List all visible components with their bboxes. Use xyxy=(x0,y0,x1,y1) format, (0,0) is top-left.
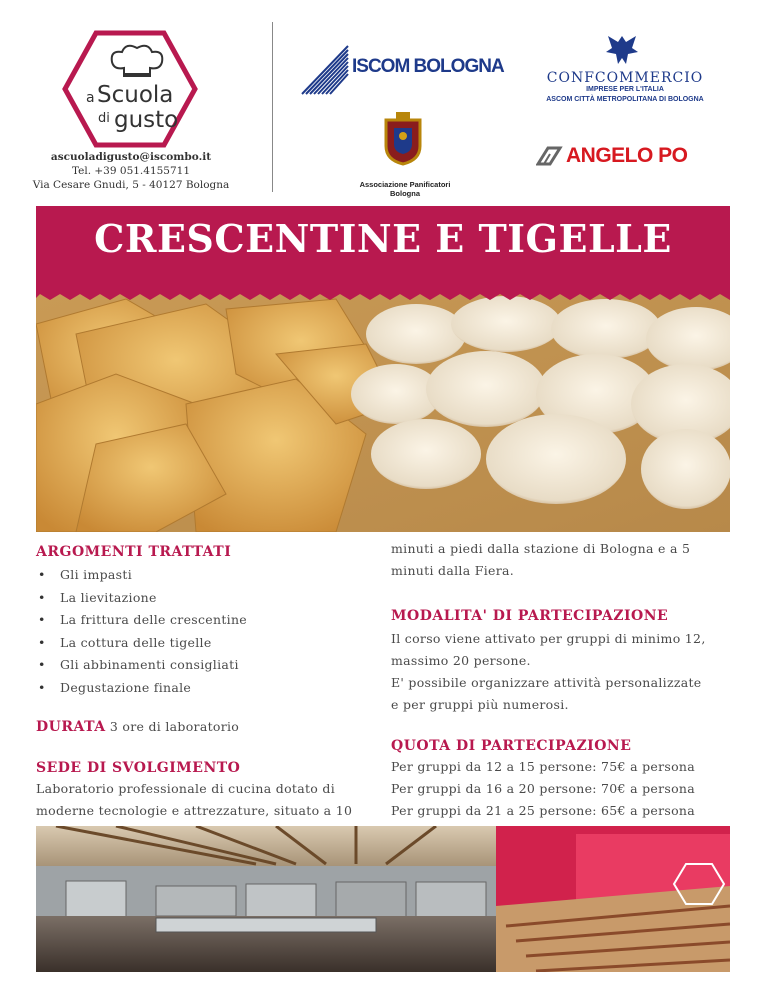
contact-phone: Tel. +39 051.4155711 xyxy=(71,165,191,177)
topics-list xyxy=(36,564,356,699)
food-photo xyxy=(36,294,730,532)
participation-line: e per gruppi più numerosi. xyxy=(391,697,569,712)
participation-line: E' possibile organizzare attività personalizzate xyxy=(391,675,702,690)
iscom-name: ISCOM BOLOGNA xyxy=(352,56,504,77)
header-divider xyxy=(272,22,273,192)
list-item: • Gli impasti xyxy=(36,564,356,587)
list-item: • Degustazione finale xyxy=(36,677,356,700)
page-title: CRESCENTINE E TIGELLE xyxy=(94,216,672,261)
participation-heading: MODALITA' DI PARTECIPAZIONE xyxy=(391,608,669,624)
venue-line: minuti dalla Fiera. xyxy=(391,563,514,578)
list-item: • La lievitazione xyxy=(36,587,356,610)
topics-heading: ARGOMENTI TRATTATI xyxy=(36,544,232,560)
duration-value: 3 ore di laboratorio xyxy=(109,719,240,734)
svg-text:di: di xyxy=(98,111,110,126)
angelopo-name: ANGELO PO xyxy=(566,144,688,167)
fee-row: Per gruppi da 16 a 20 persone: 70€ a persona xyxy=(391,781,696,796)
venue-line: minuti a piedi dalla stazione di Bologna e a 5 xyxy=(391,541,691,556)
fee-row: Per gruppi da 21 a 25 persone: 65€ a persona xyxy=(391,803,696,818)
list-item: • Gli abbinamenti consigliati xyxy=(36,654,356,677)
eagle-icon xyxy=(602,32,642,66)
contact-block xyxy=(28,150,234,192)
confcommercio-sub: ASCOM CITTÀ METROPOLITANA DI BOLOGNA xyxy=(546,96,704,103)
list-item: • La frittura delle crescentine xyxy=(36,609,356,632)
venue-text xyxy=(36,778,376,822)
contact-address: Via Cesare Gnudi, 5 - 40127 Bologna xyxy=(32,179,230,191)
school-logo xyxy=(62,30,198,148)
svg-text:a: a xyxy=(86,90,95,106)
fee-list xyxy=(391,756,736,822)
panificatori-name: Associazione Panificatori Bologna xyxy=(359,180,451,198)
confcommercio-name: CONFCOMMERCIO xyxy=(546,70,704,86)
duration-line xyxy=(36,716,239,738)
participation-text xyxy=(391,628,736,716)
duration-label: DURATA xyxy=(36,719,106,735)
list-item: • La cottura delle tigelle xyxy=(36,632,356,655)
fee-heading: QUOTA DI PARTECIPAZIONE xyxy=(391,738,632,754)
venue-line: moderne tecnologie e attrezzature, situato a 10 xyxy=(36,803,353,818)
contact-email[interactable]: ascuoladigusto@iscombo.it xyxy=(50,151,212,163)
svg-text:gusto: gusto xyxy=(114,107,179,133)
participation-line: Il corso viene attivato per gruppi di minimo 12, xyxy=(391,631,706,646)
venue-text-continued xyxy=(391,538,731,582)
panificatori-crest-icon xyxy=(382,112,424,166)
participation-line: massimo 20 persone. xyxy=(391,653,531,668)
svg-text:Scuola: Scuola xyxy=(97,82,174,108)
venue-line: Laboratorio professionale di cucina dotato di xyxy=(36,781,336,796)
lab-photo xyxy=(36,826,730,972)
confcommercio-tagline: IMPRESE PER L'ITALIA xyxy=(586,86,664,93)
fee-row: Per gruppi da 12 a 15 persone: 75€ a persona xyxy=(391,759,696,774)
venue-heading: SEDE DI SVOLGIMENTO xyxy=(36,760,241,776)
